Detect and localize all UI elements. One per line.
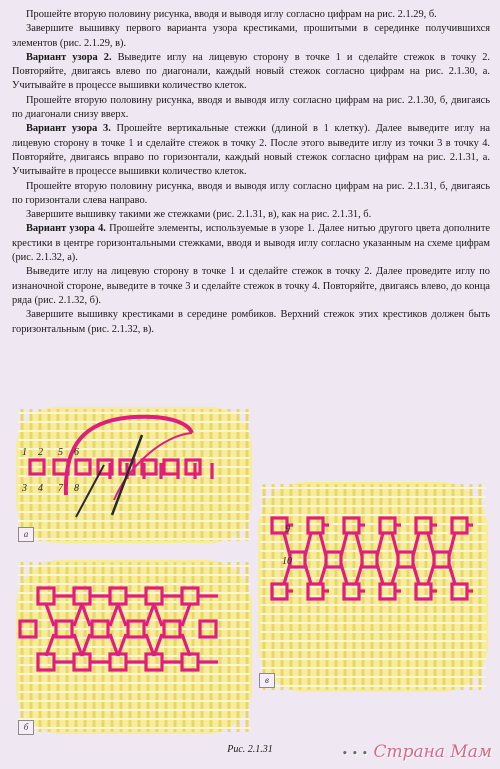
paragraph: Прошейте вторую половину рисунка, вводя и выводя иглу согласно цифрам на рис. 2.1.29, б. <box>26 9 437 20</box>
paragraph: Вариант узора 2. Выведите иглу на лицевую сторону в точке 1 и сделайте стежок в точку 2. Повторяйте, двигаясь влево по диагонали, каждый новый стежок согласно цифрам на рис. 2.1.30, а. Учитывайте в процессе вышивки количество клеток. <box>12 51 490 92</box>
canvas-b <box>16 560 252 734</box>
svg-text:7: 7 <box>58 483 63 494</box>
svg-text:4: 4 <box>38 483 43 494</box>
paragraph: Завершите вышивку такими же стежками (рис. 2.1.31, в), как на рис. 2.1.31, б. <box>26 209 372 221</box>
figure-caption: Рис. 2.1.31 <box>227 744 273 755</box>
paragraph: Прошейте вторую половину рисунка, вводя и выводя иглу согласно цифрам на рис. 2.1.30, б, двигаясь по диагонали снизу вверх. <box>12 94 490 121</box>
svg-text:1: 1 <box>22 447 27 458</box>
paragraph: Вариант узора 4. Прошейте элементы, используемые в узоре 1. Далее нитью другого цвета дополните крестики в центре горизонтальными стежками, вводя и выводя иглу согласно указанным на схеме цифрам (рис. 2.1.32, а). <box>12 223 490 264</box>
paragraph: Выведите иглу на лицевую сторону в точке 1 и сделайте стежок в точку 2. Далее проведите иглу по изнаночной стороне, выведите в точке 3 и сделайте стежок в точку 4. Повторяйте, двигаясь влево, до конца ряда (рис. 2.1.32, б). <box>12 266 490 306</box>
svg-text:9: 9 <box>285 524 290 535</box>
svg-text:5: 5 <box>58 447 63 458</box>
watermark-logo: • • • Страна Мам <box>341 742 492 762</box>
svg-text:10: 10 <box>282 556 292 567</box>
figure-b <box>14 558 254 736</box>
svg-text:6: 6 <box>74 447 79 458</box>
figure-label-v: в <box>259 673 275 688</box>
figure-v <box>256 480 490 694</box>
paragraph: Вариант узора 3. Прошейте вертикальные стежки (длиной в 1 клетку). Далее выведите иглу на лицевую сторону в точке 1 и сделайте стежок в точку 2. После этого выведите иглу из точки 3 в точку 4. Повторяйте, двигаясь вправо по горизонтали, каждый новый стежок согласно цифрам на рис. 2.1.31, а. Учитывайте в процессе вышивки количество клеток. <box>12 123 490 178</box>
figure-label-a: а <box>18 527 34 542</box>
paragraph: Завершите вышивку первого варианта узора крестиками, прошитыми в серединке получившихся элементов (рис. 2.1.29, в). <box>12 23 490 49</box>
body-text <box>12 8 490 337</box>
paragraph: Прошейте вторую половину рисунка, вводя и выводя иглу согласно цифрам на рис. 2.1.31, б, двигаясь по горизонтали слева направо. <box>12 180 490 206</box>
svg-text:3: 3 <box>22 483 27 494</box>
svg-text:2: 2 <box>38 447 43 458</box>
svg-text:8: 8 <box>74 483 79 494</box>
figure-label-b: б <box>18 720 34 735</box>
paragraph: Завершите вышивку крестиками в середине ромбиков. Верхний стежок этих крестиков должен быть горизонтальным (рис. 2.1.32, в). <box>12 309 490 335</box>
figure-a <box>14 405 254 545</box>
